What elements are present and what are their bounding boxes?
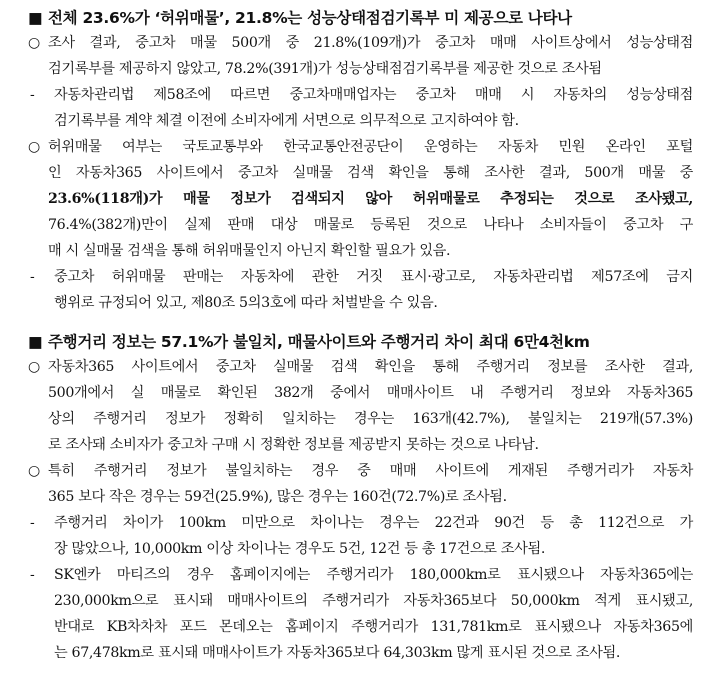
circle-bullet-icon: ○ [28,463,40,479]
text-line: 365 보다 작은 경우는 59건(25.9%), 많은 경우는 160건(72.7%)로 조사됨. [48,489,507,505]
dash-bullet-icon: - [30,515,35,531]
text-line: 주행거리 차이가 100km 미만으로 차이나는 경우는 22건과 90건 등 총 112건으로 가 [54,515,693,531]
text-line: 자동차365 사이트에서 중고차 실매물 검색 확인을 통해 주행거리 정보를 조사한 결과, [48,359,693,375]
dash-bullet-icon: - [30,567,35,583]
square-bullet-icon: ■ [28,333,43,351]
text-line: 특히 주행거리 정보가 불일치하는 경우 중 매매 사이트에 게재된 주행거리가 자동차 [48,463,693,479]
dash-bullet-icon: - [30,269,35,285]
text-line: 상의 주행거리 정보가 정확히 일치하는 경우는 163개(42.7%), 불일치는 219개(57.3%) [48,411,693,427]
circle-bullet-icon: ○ [28,359,40,375]
section-false-listings [28,6,693,316]
circle-bullet-icon: ○ [28,139,40,155]
square-bullet-icon: ■ [28,9,43,27]
text-line: 행위로 규정되어 있고, 제80조 5의3호에 따라 처벌받을 수 있음. [54,295,438,311]
text-line: 중고차 허위매물 판매는 자동차에 관한 거짓 표시·광고로, 자동차관리법 제57조에 금지 [54,269,693,285]
dash-item [28,510,693,562]
text-line: 230,000km으로 표시돼 매매사이트의 주행거리가 자동차365보다 50,000km 적게 표시됐고, [54,593,693,609]
heading-text: 주행거리 정보는 57.1%가 불일치, 매물사이트와 주행거리 차이 최대 6만4천km [48,333,590,351]
text-line: 검기록부를 제공하지 않았고, 78.2%(391개)가 성능상태점검기록부를 제공한 것으로 조사됨 [48,61,602,77]
text-line: 장 많았으나, 10,000km 이상 차이나는 경우도 5건, 12건 등 총 17건으로 조사됨. [54,541,546,557]
bullet-item [28,134,693,264]
section-mileage [28,330,693,666]
dash-item [28,264,693,316]
text-line: 인 자동차365 사이트에서 중고차 실매물 검색 확인을 통해 조사한 결과, 500개 매물 중 [48,165,693,181]
text-line: 는 67,478km로 표시돼 매매사이트가 자동차365보다 64,303km 많게 표시된 것으로 조사됨. [54,645,621,661]
dash-bullet-icon: - [30,87,35,103]
text-line: 23.6%(118개)가 매물 정보가 검색되지 않아 허위매물로 추정되는 것으로 조사됐고, [48,191,693,207]
section-heading [28,6,693,30]
section-heading [28,330,693,354]
bullet-item [28,458,693,510]
dash-item [28,562,693,666]
text-line: 500개에서 실 매물로 확인된 382개 중에서 매매사이트 내 주행거리 정보와 자동차365 [48,385,693,401]
text-line: 허위매물 여부는 국토교통부와 한국교통안전공단이 운영하는 자동차 민원 온라인 포털 [48,139,693,155]
bullet-item [28,354,693,458]
text-line: 자동차관리법 제58조에 따르면 중고차매매업자는 중고차 매매 시 자동차의 성능상태점 [54,87,693,103]
text-line: 조사 결과, 중고차 매물 500개 중 21.8%(109개)가 중고차 매매 사이트상에서 성능상태점 [48,35,693,51]
text-line: 검기록부를 계약 체결 이전에 소비자에게 서면으로 의무적으로 고지하여야 함. [54,113,519,129]
circle-bullet-icon: ○ [28,35,40,51]
text-line: 76.4%(382개)만이 실제 판매 대상 매물로 등록된 것으로 나타나 소비자들이 중고차 구 [48,217,693,233]
text-line: 매 시 실매물 검색을 통해 허위매물인지 아닌지 확인할 필요가 있음. [48,243,451,259]
text-line: 반대로 KB차차차 포드 몬데오는 홈페이지 주행거리가 131,781km로 표시됐으나 자동차365에 [54,619,693,635]
bullet-item [28,30,693,82]
text-line: SK엔카 마티즈의 경우 홈페이지에는 주행거리가 180,000km로 표시됐으나 자동차365에는 [54,567,693,583]
heading-text: 전체 23.6%가 ‘허위매물’, 21.8%는 성능상태점검기록부 미 제공으로 나타나 [48,9,572,27]
text-line: 로 조사돼 소비자가 중고차 구매 시 정확한 정보를 제공받지 못하는 것으로 나타남. [48,437,539,453]
dash-item [28,82,693,134]
